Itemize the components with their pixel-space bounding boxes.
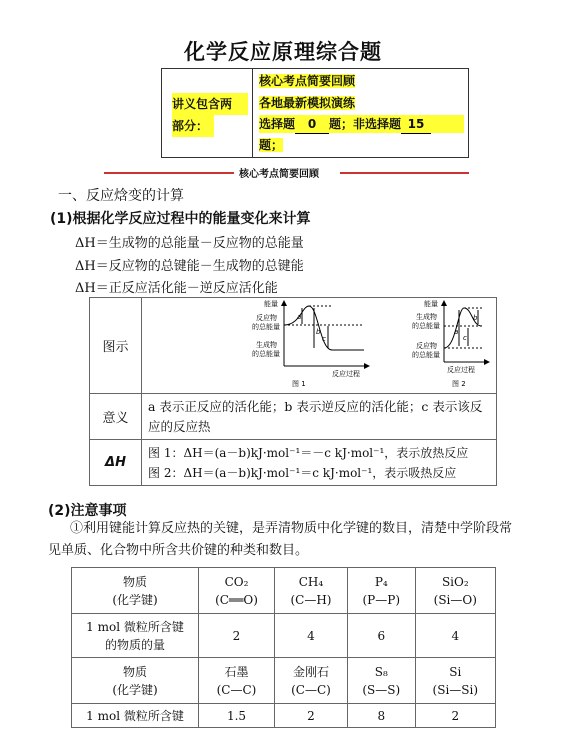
table-cell: 1 mol 微粒所含键 的物质的量 <box>72 614 199 658</box>
nonchoice-count: 15 <box>401 115 431 134</box>
fig1-reactant: 反应物 <box>256 314 277 322</box>
section-heading-1: 一、反应焓变的计算 <box>58 188 184 204</box>
table-cell: 4 <box>274 614 347 658</box>
table-row <box>72 704 496 728</box>
outline-row-3: 选择题 0 题；非选择题 15 <box>259 115 464 133</box>
table-row <box>72 568 496 614</box>
outline-row-1: 核心考点简要回顾 <box>259 74 356 88</box>
table-cell: 4 <box>415 614 495 658</box>
fig1-product-total: 的总能量 <box>252 350 280 358</box>
fig1-reactant-total: 的总能量 <box>252 323 280 331</box>
outline-left-label <box>172 93 248 137</box>
table-cell: CO₂ (C══O) <box>199 568 275 614</box>
fig1-product: 生成物 <box>256 341 277 349</box>
table-cell: 2 <box>415 704 495 728</box>
formula-2: ΔH＝反应物的总键能－生成物的总键能 <box>75 259 304 274</box>
svg-text:能量: 能量 <box>424 300 438 308</box>
svg-text:的总能量: 的总能量 <box>412 351 440 359</box>
formula-3: ΔH＝正反应活化能－逆反应活化能 <box>75 281 278 296</box>
outline-left-line-1: 讲义包含两 <box>172 93 248 115</box>
table-cell: P₄ (P—P) <box>347 568 415 614</box>
table-cell: 金刚石 (C—C) <box>274 658 347 704</box>
svg-text:生成物: 生成物 <box>416 313 437 321</box>
table-cell: 物质 (化学键) <box>72 658 199 704</box>
table-cell: 8 <box>347 704 415 728</box>
fig2-caption: 图 2 <box>452 380 466 388</box>
table-cell: 1 mol 微粒所含键 <box>72 704 199 728</box>
dh-line-1: 图 1：ΔH＝(a－b)kJ·mol⁻¹＝－c kJ·mol⁻¹，表示放热反应 <box>148 445 469 460</box>
svg-text:a: a <box>454 328 459 336</box>
energy-diagram-cell <box>142 298 497 394</box>
table-row <box>72 614 496 658</box>
table-cell: S₈ (S—S) <box>347 658 415 704</box>
fig1-caption: 图 1 <box>292 380 306 388</box>
svg-text:b: b <box>473 314 478 322</box>
energy-diagram-1 <box>252 299 370 388</box>
note-1: ①利用键能计算反应热的关键，是弄清物质中化学键的数目，清楚中学阶段常见单质、化合物中所含共价键的种类和数目。 <box>48 521 513 558</box>
table-cell: 6 <box>347 614 415 658</box>
row-label-diagram: 图示 <box>90 298 142 394</box>
table-cell: SiO₂ (Si—O) <box>415 568 495 614</box>
svg-text:反应物: 反应物 <box>416 342 437 350</box>
fig1-b: b <box>316 328 321 336</box>
divider-label: 核心考点简要回顾 <box>236 165 322 180</box>
dh-line-2: 图 2：ΔH＝(a－b)kJ·mol⁻¹＝c kJ·mol⁻¹，表示吸热反应 <box>148 465 457 480</box>
fig1-a: a <box>297 313 302 321</box>
svg-text:的总能量: 的总能量 <box>412 322 440 330</box>
page-title: 化学反应原理综合题 <box>184 40 382 64</box>
svg-text:c: c <box>463 334 467 342</box>
table-cell: 2 <box>274 704 347 728</box>
outline-divider <box>252 69 253 157</box>
formula-1: ΔH＝生成物的总能量－反应物的总能量 <box>75 236 304 251</box>
table-cell: CH₄ (C—H) <box>274 568 347 614</box>
outline-row-4: 题； <box>259 138 284 152</box>
subsection-heading-1: (1)根据化学反应过程中的能量变化来计算 <box>50 211 311 227</box>
svg-text:反应过程: 反应过程 <box>447 366 475 374</box>
energy-diagram-2 <box>412 299 490 388</box>
outline-left-line-2: 部分： <box>172 115 214 137</box>
outline-box <box>161 68 469 158</box>
row-label-meaning: 意义 <box>90 394 142 440</box>
meaning-text: a 表示正反应的活化能；b 表示逆反应的活化能；c 表示该反应的反应热 <box>142 394 497 440</box>
fig1-axis-energy: 能量 <box>264 300 278 308</box>
table-cell: 物质 (化学键) <box>72 568 199 614</box>
table-cell: Si (Si—Si) <box>415 658 495 704</box>
table-cell: 2 <box>199 614 275 658</box>
energy-diagrams <box>142 298 496 390</box>
outline-row-2: 各地最新模拟演练 <box>259 96 356 110</box>
table-cell: 1.5 <box>199 704 275 728</box>
dh-cell <box>142 440 497 486</box>
fig1-c: c <box>322 335 326 343</box>
table-row <box>72 658 496 704</box>
row-label-dh: ΔH <box>90 440 142 486</box>
bond-count-table <box>71 567 496 728</box>
table-cell: 石墨 (C—C) <box>199 658 275 704</box>
enthalpy-table <box>89 297 497 486</box>
subsection-heading-2: (2)注意事项 <box>48 503 127 519</box>
fig1-axis-process: 反应过程 <box>332 370 360 378</box>
choice-count: 0 <box>295 115 329 134</box>
section-divider <box>104 167 469 180</box>
